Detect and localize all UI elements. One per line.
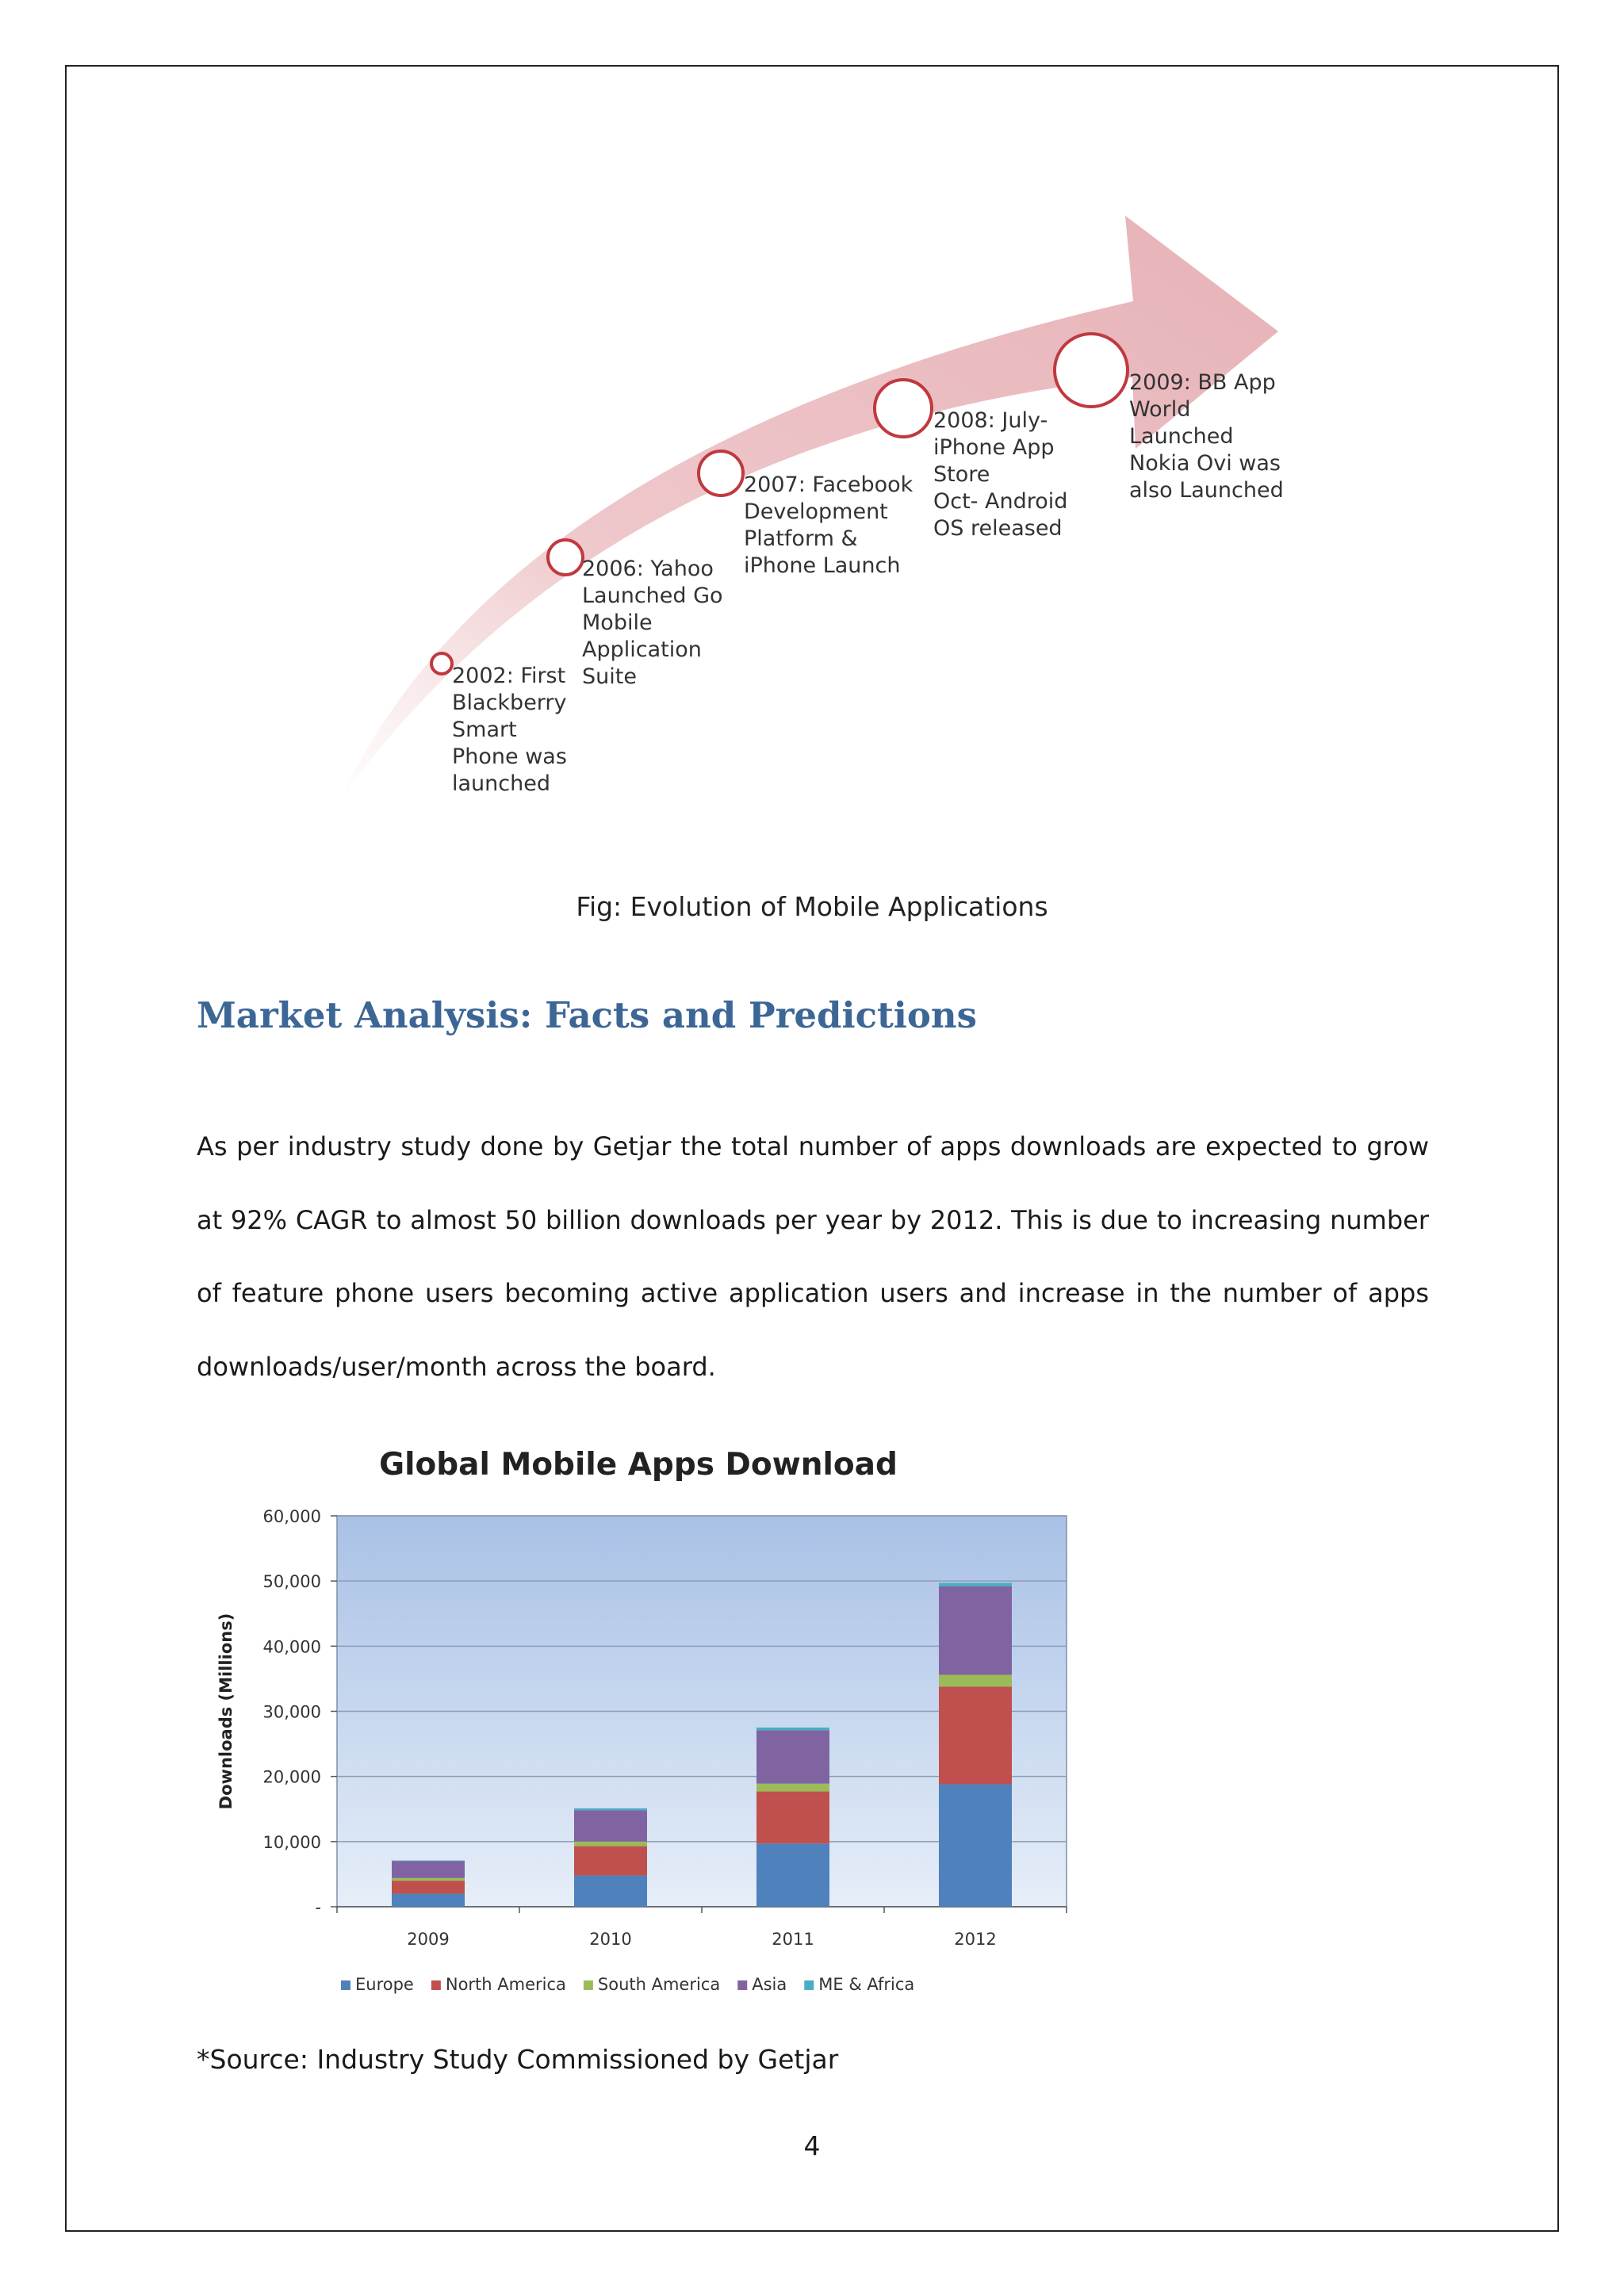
bar-segment <box>939 1583 1012 1586</box>
timeline-dot-2006 <box>548 540 583 575</box>
legend-swatch <box>431 1980 441 1990</box>
bar-segment <box>939 1686 1012 1784</box>
y-tick-label: 10,000 <box>262 1832 321 1852</box>
downloads-chart <box>198 1431 1110 2010</box>
source-note: *Source: Industry Study Commissioned by Getjar <box>197 2044 839 2075</box>
y-tick-label: 30,000 <box>262 1702 321 1722</box>
legend-label: ME & Africa <box>818 1975 915 1994</box>
timeline-label-2008: 2008: July- iPhone App Store Oct- Android OS released <box>933 408 1068 541</box>
bar-segment <box>756 1843 829 1907</box>
timeline-label-2006: 2006: Yahoo Launched Go Mobile Application Suite <box>582 557 723 689</box>
bar-segment <box>574 1846 647 1876</box>
bar-segment <box>574 1842 647 1846</box>
y-tick-label: - <box>315 1898 321 1917</box>
section-heading: Market Analysis: Facts and Predictions <box>197 994 977 1036</box>
figure-caption: Fig: Evolution of Mobile Applications <box>576 891 1048 922</box>
evolution-arrow <box>0 0 1624 888</box>
bar-segment <box>756 1728 829 1730</box>
body-paragraph: As per industry study done by Getjar the total number of apps downloads are expected to grow at 92% CAGR to almost 50 billion downloads per year by 2012. This is due to increasing number of feature phone users becoming active application users and increase in the number of apps downloads/user/month across the board. <box>197 1131 1429 1382</box>
x-tick-label: 2012 <box>954 1930 997 1949</box>
chart-title: Global Mobile Apps Download <box>379 1447 898 1483</box>
bar-segment <box>939 1674 1012 1686</box>
timeline-label-2002: 2002: First Blackberry Smart Phone was launched <box>452 664 567 796</box>
bar-segment <box>756 1730 829 1783</box>
timeline-dot-2009 <box>1055 334 1128 407</box>
timeline-dot-2008 <box>875 380 932 437</box>
x-tick-label: 2011 <box>772 1930 814 1949</box>
legend-swatch <box>584 1980 593 1990</box>
y-tick-label: 40,000 <box>262 1637 321 1657</box>
bar-segment <box>392 1878 465 1881</box>
bar-segment <box>392 1881 465 1893</box>
bar-segment <box>574 1808 647 1810</box>
evolution-figure <box>0 0 1624 888</box>
legend-label: North America <box>445 1975 566 1994</box>
legend-swatch <box>804 1980 814 1990</box>
bar-segment <box>939 1785 1012 1907</box>
y-axis-label: Downloads (Millions) <box>216 1613 236 1810</box>
bar-segment <box>392 1894 465 1907</box>
y-tick-label: 60,000 <box>262 1507 321 1526</box>
legend-label: South America <box>597 1975 721 1994</box>
chart-canvas <box>198 1431 1110 2010</box>
bar-segment <box>939 1586 1012 1675</box>
bar-segment <box>574 1810 647 1841</box>
y-tick-label: 50,000 <box>262 1572 321 1592</box>
timeline-label-2009: 2009: BB App World Launched Nokia Ovi was also Launched <box>1129 370 1284 503</box>
bar-segment <box>756 1792 829 1844</box>
page-number: 4 <box>803 2130 821 2161</box>
bar-segment <box>574 1876 647 1907</box>
legend-swatch <box>341 1980 350 1990</box>
bar-segment <box>392 1861 465 1877</box>
bar-segment <box>756 1784 829 1792</box>
legend-swatch <box>737 1980 747 1990</box>
x-tick-label: 2010 <box>589 1930 632 1949</box>
bar-segment <box>392 1861 465 1862</box>
x-tick-label: 2009 <box>407 1930 450 1949</box>
legend-label: Asia <box>752 1975 787 1994</box>
legend-label: Europe <box>355 1975 414 1994</box>
y-tick-label: 20,000 <box>262 1767 321 1787</box>
timeline-dot-2002 <box>431 653 452 674</box>
timeline-dot-2007 <box>699 451 743 496</box>
timeline-label-2007: 2007: Facebook Development Platform & iPhone Launch <box>744 473 914 578</box>
